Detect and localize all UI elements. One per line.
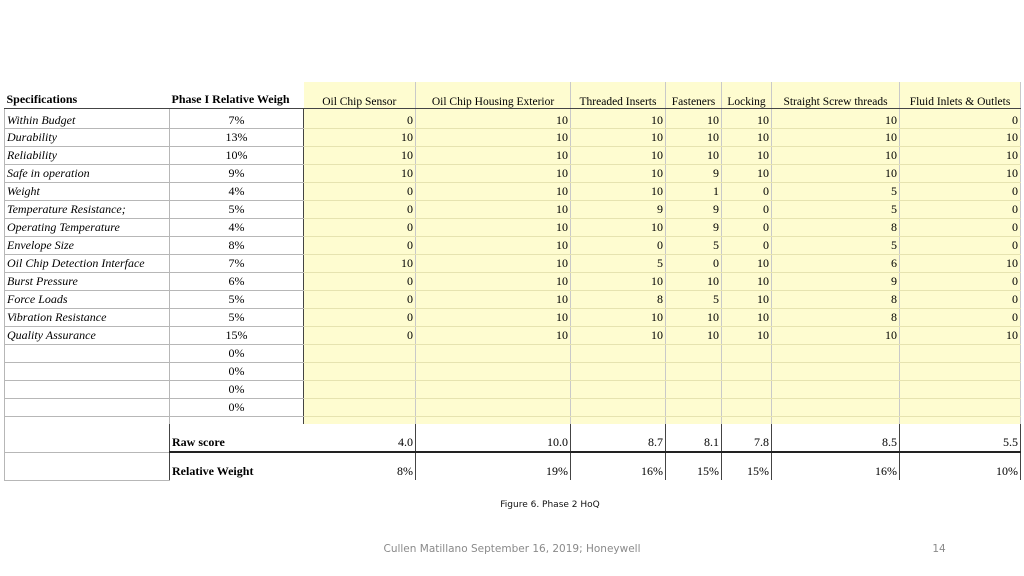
footer-text: Cullen Matillano September 16, 2019; Honeywell <box>383 543 641 555</box>
score-cell: 5 <box>772 236 900 254</box>
raw-score-value: 4.0 <box>304 424 416 452</box>
score-cell: 0 <box>571 236 666 254</box>
score-cell: 10 <box>416 236 571 254</box>
score-cell: 5 <box>666 236 722 254</box>
spec-weight: 8% <box>170 236 304 254</box>
relative-weight-value: 16% <box>772 452 900 480</box>
relative-weight-label: Relative Weight <box>170 452 304 480</box>
spec-label: Burst Pressure <box>5 272 170 290</box>
score-cell: 0 <box>722 182 772 200</box>
score-cell: 10 <box>571 272 666 290</box>
spec-weight: 0% <box>170 380 304 398</box>
score-cell: 10 <box>571 108 666 128</box>
score-cell: 10 <box>416 108 571 128</box>
score-cell: 0 <box>722 218 772 236</box>
score-cell: 9 <box>571 200 666 218</box>
score-cell: 0 <box>722 200 772 218</box>
score-cell: 0 <box>900 272 1021 290</box>
column-header: Fluid Inlets & Outlets <box>900 82 1021 108</box>
spec-label: Safe in operation <box>5 164 170 182</box>
column-header: Fasteners <box>666 82 722 108</box>
spec-weight: 9% <box>170 164 304 182</box>
score-cell: 10 <box>304 128 416 146</box>
score-cell: 9 <box>666 200 722 218</box>
raw-score-row <box>5 424 1021 452</box>
relative-weight-value: 16% <box>571 452 666 480</box>
spec-weight: 0% <box>170 398 304 416</box>
score-cell: 10 <box>666 272 722 290</box>
spec-label: Reliability <box>5 146 170 164</box>
score-cell <box>666 398 722 416</box>
spec-label <box>5 398 170 416</box>
spec-weight: 4% <box>170 218 304 236</box>
spec-row <box>5 146 1021 164</box>
column-header: Threaded Inserts <box>571 82 666 108</box>
score-cell: 10 <box>722 290 772 308</box>
score-cell: 10 <box>416 218 571 236</box>
score-cell: 10 <box>772 128 900 146</box>
spec-row <box>5 290 1021 308</box>
score-cell: 0 <box>304 218 416 236</box>
score-cell: 0 <box>304 200 416 218</box>
spec-label: Oil Chip Detection Interface <box>5 254 170 272</box>
score-cell <box>416 362 571 380</box>
score-cell: 0 <box>900 200 1021 218</box>
spec-row <box>5 380 1021 398</box>
score-cell: 5 <box>772 200 900 218</box>
spec-row <box>5 182 1021 200</box>
score-cell: 5 <box>772 182 900 200</box>
score-cell: 10 <box>722 164 772 182</box>
score-cell: 0 <box>304 182 416 200</box>
score-cell <box>772 362 900 380</box>
score-cell: 0 <box>666 254 722 272</box>
score-cell: 0 <box>900 218 1021 236</box>
score-cell <box>900 380 1021 398</box>
score-cell: 8 <box>772 290 900 308</box>
score-cell <box>666 344 722 362</box>
column-header: Oil Chip Housing Exterior <box>416 82 571 108</box>
hoq-table <box>4 82 1021 481</box>
raw-score-value: 8.5 <box>772 424 900 452</box>
spec-row <box>5 108 1021 128</box>
score-cell: 5 <box>571 254 666 272</box>
score-cell: 10 <box>416 272 571 290</box>
score-cell: 10 <box>722 308 772 326</box>
score-cell: 10 <box>416 146 571 164</box>
column-header: Straight Screw threads <box>772 82 900 108</box>
score-cell: 10 <box>571 326 666 344</box>
spec-row <box>5 200 1021 218</box>
score-cell: 10 <box>416 200 571 218</box>
spec-label <box>5 344 170 362</box>
raw-score-value: 8.7 <box>571 424 666 452</box>
score-cell: 10 <box>772 108 900 128</box>
score-cell <box>416 344 571 362</box>
score-cell <box>900 344 1021 362</box>
score-cell: 9 <box>772 272 900 290</box>
score-cell: 10 <box>900 326 1021 344</box>
spec-weight: 10% <box>170 146 304 164</box>
spec-row <box>5 254 1021 272</box>
score-cell: 0 <box>304 290 416 308</box>
spec-row <box>5 164 1021 182</box>
score-cell: 10 <box>416 254 571 272</box>
score-cell: 0 <box>900 182 1021 200</box>
score-cell: 10 <box>900 128 1021 146</box>
spec-row <box>5 128 1021 146</box>
score-cell <box>900 362 1021 380</box>
score-cell <box>416 380 571 398</box>
score-cell: 0 <box>304 108 416 128</box>
score-cell: 10 <box>416 290 571 308</box>
score-cell: 0 <box>900 236 1021 254</box>
score-cell: 10 <box>722 326 772 344</box>
score-cell: 10 <box>666 146 722 164</box>
relative-weight-row <box>5 452 1021 480</box>
relative-weight-value: 15% <box>722 452 772 480</box>
spec-label: Quality Assurance <box>5 326 170 344</box>
score-cell: 10 <box>900 146 1021 164</box>
score-cell <box>571 398 666 416</box>
score-cell: 10 <box>722 146 772 164</box>
spec-row <box>5 218 1021 236</box>
score-cell: 10 <box>900 254 1021 272</box>
spec-row <box>5 326 1021 344</box>
score-cell: 6 <box>772 254 900 272</box>
column-header: Oil Chip Sensor <box>304 82 416 108</box>
spec-label: Envelope Size <box>5 236 170 254</box>
score-cell <box>571 344 666 362</box>
score-cell <box>722 344 772 362</box>
relative-weight-value: 19% <box>416 452 571 480</box>
score-cell: 10 <box>722 108 772 128</box>
score-cell <box>772 380 900 398</box>
score-cell: 10 <box>571 218 666 236</box>
score-cell: 0 <box>304 236 416 254</box>
score-cell: 10 <box>666 108 722 128</box>
spec-row <box>5 308 1021 326</box>
spec-row <box>5 362 1021 380</box>
score-cell: 9 <box>666 164 722 182</box>
score-cell: 10 <box>571 128 666 146</box>
score-cell: 10 <box>722 254 772 272</box>
spec-weight: 13% <box>170 128 304 146</box>
spec-weight: 7% <box>170 254 304 272</box>
score-cell <box>772 398 900 416</box>
score-cell: 0 <box>900 108 1021 128</box>
score-cell <box>666 362 722 380</box>
header-row <box>5 82 1021 108</box>
spec-weight: 5% <box>170 308 304 326</box>
score-cell: 5 <box>666 290 722 308</box>
spec-label: Vibration Resistance <box>5 308 170 326</box>
score-cell: 0 <box>722 236 772 254</box>
raw-score-value: 7.8 <box>722 424 772 452</box>
score-cell: 10 <box>900 164 1021 182</box>
score-cell <box>571 362 666 380</box>
score-cell <box>304 362 416 380</box>
score-cell: 10 <box>772 326 900 344</box>
spec-weight: 0% <box>170 362 304 380</box>
score-cell: 10 <box>416 128 571 146</box>
column-header: Locking <box>722 82 772 108</box>
spec-weight: 5% <box>170 200 304 218</box>
score-cell <box>304 398 416 416</box>
score-cell: 10 <box>416 164 571 182</box>
score-cell: 10 <box>416 308 571 326</box>
score-cell: 8 <box>772 218 900 236</box>
score-cell: 10 <box>571 164 666 182</box>
spec-weight: 0% <box>170 344 304 362</box>
score-cell: 10 <box>416 182 571 200</box>
spec-label: Temperature Resistance; <box>5 200 170 218</box>
spec-row <box>5 236 1021 254</box>
raw-score-value: 10.0 <box>416 424 571 452</box>
score-cell: 0 <box>900 290 1021 308</box>
score-cell: 10 <box>666 326 722 344</box>
spec-weight: 5% <box>170 290 304 308</box>
score-cell: 10 <box>772 164 900 182</box>
score-cell: 10 <box>772 146 900 164</box>
score-cell <box>304 380 416 398</box>
score-cell: 10 <box>666 308 722 326</box>
spec-row <box>5 398 1021 416</box>
score-cell <box>772 344 900 362</box>
spec-row <box>5 272 1021 290</box>
score-cell: 10 <box>571 146 666 164</box>
spec-label: Force Loads <box>5 290 170 308</box>
score-cell: 8 <box>772 308 900 326</box>
spec-label: Durability <box>5 128 170 146</box>
score-cell <box>666 380 722 398</box>
score-cell: 8 <box>571 290 666 308</box>
score-cell: 10 <box>416 326 571 344</box>
raw-score-value: 8.1 <box>666 424 722 452</box>
score-cell: 10 <box>666 128 722 146</box>
spec-label <box>5 362 170 380</box>
score-cell: 10 <box>722 128 772 146</box>
score-cell: 1 <box>666 182 722 200</box>
relative-weight-value: 8% <box>304 452 416 480</box>
spec-row <box>5 344 1021 362</box>
score-cell <box>571 380 666 398</box>
spec-label: Weight <box>5 182 170 200</box>
score-cell: 10 <box>304 254 416 272</box>
raw-score-value: 5.5 <box>900 424 1021 452</box>
spacer-row <box>5 416 1021 424</box>
spec-weight: 15% <box>170 326 304 344</box>
score-cell: 10 <box>304 164 416 182</box>
hoq-body <box>5 108 1021 480</box>
score-cell <box>722 380 772 398</box>
specifications-header: Specifications <box>5 82 170 108</box>
score-cell <box>722 362 772 380</box>
raw-score-label: Raw score <box>170 424 304 452</box>
spec-weight: 7% <box>170 108 304 128</box>
page-number: 14 <box>932 543 946 555</box>
spec-weight: 4% <box>170 182 304 200</box>
score-cell: 10 <box>722 272 772 290</box>
score-cell: 9 <box>666 218 722 236</box>
score-cell: 10 <box>304 146 416 164</box>
relative-weight-header: Phase I Relative Weigh <box>170 82 304 108</box>
spec-label <box>5 380 170 398</box>
score-cell: 0 <box>304 272 416 290</box>
relative-weight-value: 15% <box>666 452 722 480</box>
spec-label: Within Budget <box>5 108 170 128</box>
score-cell <box>900 398 1021 416</box>
score-cell: 10 <box>571 182 666 200</box>
relative-weight-value: 10% <box>900 452 1021 480</box>
spec-label: Operating Temperature <box>5 218 170 236</box>
score-cell: 0 <box>900 308 1021 326</box>
score-cell: 0 <box>304 308 416 326</box>
score-cell: 10 <box>571 308 666 326</box>
spec-weight: 6% <box>170 272 304 290</box>
score-cell <box>304 344 416 362</box>
score-cell: 0 <box>304 326 416 344</box>
figure-caption: Figure 6. Phase 2 HoQ <box>500 500 600 510</box>
score-cell <box>722 398 772 416</box>
score-cell <box>416 398 571 416</box>
